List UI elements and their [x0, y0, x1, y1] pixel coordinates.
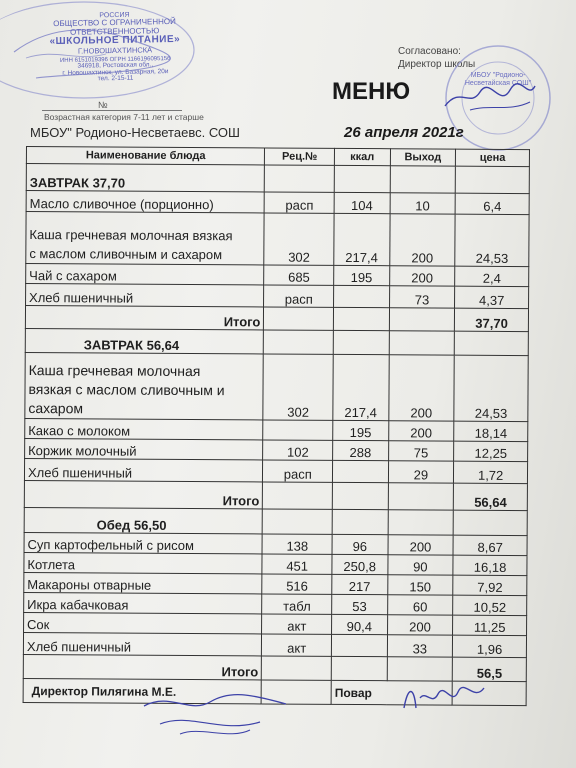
dish-name: Хлеб пшеничный: [23, 632, 262, 655]
table-row: [26, 212, 529, 267]
age-category: Возрастная категория 7-11 лет и старше: [44, 112, 204, 122]
total-value: 37,70: [455, 308, 529, 331]
output-value: 200: [389, 214, 455, 266]
dish-name: Какао с молоком: [25, 418, 264, 439]
kcal-value: 217,4: [334, 213, 390, 265]
recipe-number: 302: [264, 213, 334, 265]
price-value: 18,14: [454, 421, 528, 441]
price-value: 11,25: [453, 615, 527, 635]
table-row: [24, 572, 527, 595]
total-value: 56,64: [454, 483, 528, 510]
menu-date: 26 апреля 2021г: [344, 124, 464, 141]
header-dish: Наименование блюда: [26, 147, 265, 165]
dish-name: Каша гречневая молочная вязкая с маслом сливочным и сахаром: [26, 212, 265, 265]
kcal-value: 53: [332, 594, 388, 614]
price-value: 1,96: [453, 635, 527, 657]
dish-name: Масло сливочное (порционно): [26, 191, 265, 213]
output-value: 150: [387, 575, 453, 595]
total-label: Итого: [23, 654, 262, 679]
section-title: Обед 56,50: [24, 507, 263, 533]
dish-name: Икра кабачковая: [24, 592, 263, 613]
dish-name: Суп картофельный с рисом: [24, 532, 263, 553]
director-handwritten-signature: [140, 684, 290, 744]
price-value: 16,18: [453, 555, 527, 575]
output-value: 75: [388, 441, 454, 461]
school-name: МБОУ" Родионо-Несветаевс. СОШ: [30, 125, 240, 140]
table-row: [25, 418, 528, 441]
output-value: 200: [388, 535, 454, 555]
table-row: [25, 352, 528, 421]
total-row: [23, 654, 526, 681]
kcal-value: 195: [334, 265, 390, 285]
price-value: 12,25: [454, 441, 528, 461]
number-underline: [42, 110, 182, 111]
price-value: 6,4: [455, 193, 529, 214]
page-title: МЕНЮ: [332, 78, 411, 105]
table-row: [26, 191, 529, 215]
recipe-number: 138: [262, 534, 332, 554]
output-value: 10: [390, 193, 456, 214]
recipe-number: расп: [265, 192, 335, 213]
price-value: 4,37: [455, 286, 529, 308]
header-output: Выход: [390, 149, 456, 166]
output-value: 33: [387, 635, 453, 657]
total-row: [25, 306, 528, 332]
menu-table: [23, 146, 530, 706]
school-stamp-text: МБОУ "Родионо-Несветайская СОШ": [464, 72, 532, 88]
price-value: 2,4: [455, 266, 529, 286]
section-title: ЗАВТРАК 56,64: [25, 328, 264, 353]
table-row: [24, 532, 527, 555]
dish-name: Котлета: [24, 552, 263, 573]
price-value: 7,92: [453, 575, 527, 595]
kcal-value: [333, 460, 389, 482]
total-label: Итого: [25, 306, 264, 330]
recipe-number: 451: [262, 554, 332, 574]
price-value: 10,52: [453, 595, 527, 615]
kcal-value: [331, 634, 387, 656]
table-row: [26, 264, 529, 287]
recipe-number: 685: [264, 265, 334, 285]
recipe-number: расп: [264, 285, 334, 307]
table-row: [24, 592, 527, 615]
kcal-value: 104: [334, 192, 390, 213]
section-title-row: [24, 507, 527, 535]
output-value: 90: [387, 555, 453, 575]
dish-name: Хлеб пшеничный: [26, 284, 265, 307]
output-value: 73: [389, 286, 455, 308]
output-value: 60: [387, 595, 453, 615]
price-value: 1,72: [454, 461, 528, 483]
table-row: [26, 284, 529, 309]
header-kcal: ккал: [334, 148, 390, 165]
kcal-value: 96: [332, 534, 388, 554]
kcal-value: 195: [333, 420, 389, 440]
header-recipe: Рец.№: [265, 148, 335, 165]
approval-label: Согласовано:: [398, 46, 461, 57]
recipe-number: 102: [263, 440, 333, 460]
kcal-value: 288: [333, 440, 389, 460]
director-signature: [440, 78, 540, 118]
price-value: 8,67: [453, 535, 527, 555]
section-title-row: [25, 328, 528, 355]
recipe-number: акт: [262, 614, 332, 634]
dish-name: Хлеб пшеничный: [24, 458, 263, 481]
recipe-number: табл: [262, 594, 332, 614]
recipe-number: [263, 420, 333, 440]
table-row: [23, 632, 526, 657]
kcal-value: 217: [332, 574, 388, 594]
kcal-value: 217,4: [333, 354, 389, 420]
section-title: ЗАВТРАК 37,70: [26, 164, 265, 192]
recipe-number: 302: [263, 354, 333, 420]
cook-signature-label: Повар: [331, 680, 452, 705]
cook-handwritten-signature: [398, 680, 488, 716]
director-signature-label: Директор Пилягина М.Е.: [23, 678, 262, 703]
price-value: 24,53: [454, 355, 528, 421]
stamp-signature-scribble: [6, 18, 206, 88]
kcal-value: 90,4: [332, 614, 388, 634]
dish-name: Макароны отварные: [24, 572, 263, 593]
table-row: [25, 438, 528, 461]
dish-name: Чай с сахаром: [26, 264, 265, 285]
output-value: 200: [388, 355, 454, 421]
output-value: 200: [388, 421, 454, 441]
number-field: №: [98, 100, 108, 110]
output-value: 29: [388, 461, 454, 483]
output-value: 200: [387, 615, 453, 635]
total-value: 56,5: [453, 657, 527, 681]
kcal-value: [334, 285, 390, 307]
dish-name: Коржик молочный: [25, 438, 264, 459]
output-value: 200: [389, 266, 455, 286]
table-row: [24, 458, 527, 483]
recipe-number: акт: [262, 634, 332, 656]
dish-name: Каша гречневая молочная вязкая с маслом сливочным и сахаром: [25, 352, 264, 419]
kcal-value: 250,8: [332, 554, 388, 574]
total-label: Итого: [24, 480, 263, 508]
header-price: цена: [456, 149, 530, 166]
recipe-number: 516: [262, 574, 332, 594]
company-stamp-text: РОССИЯ ОБЩЕСТВО С ОГРАНИЧЕННОЙ ОТВЕТСТВЕННОСТЬЮ «ШКОЛЬНОЕ ПИТАНИЕ» Г.НОВОШАХТИНСКА ИНН 6151019396 ОГРН 1166196095156 346918, Ростовская обл., г. Новошахтинск, ул. Базарная, 20и тел. 2-15-11: [49, 11, 181, 83]
recipe-number: расп: [263, 460, 333, 482]
total-row: [24, 480, 527, 510]
price-value: 24,53: [455, 214, 529, 266]
dish-name: Сок: [24, 612, 263, 633]
section-title-row: [26, 164, 529, 194]
approval-director: Директор школы: [398, 59, 476, 70]
